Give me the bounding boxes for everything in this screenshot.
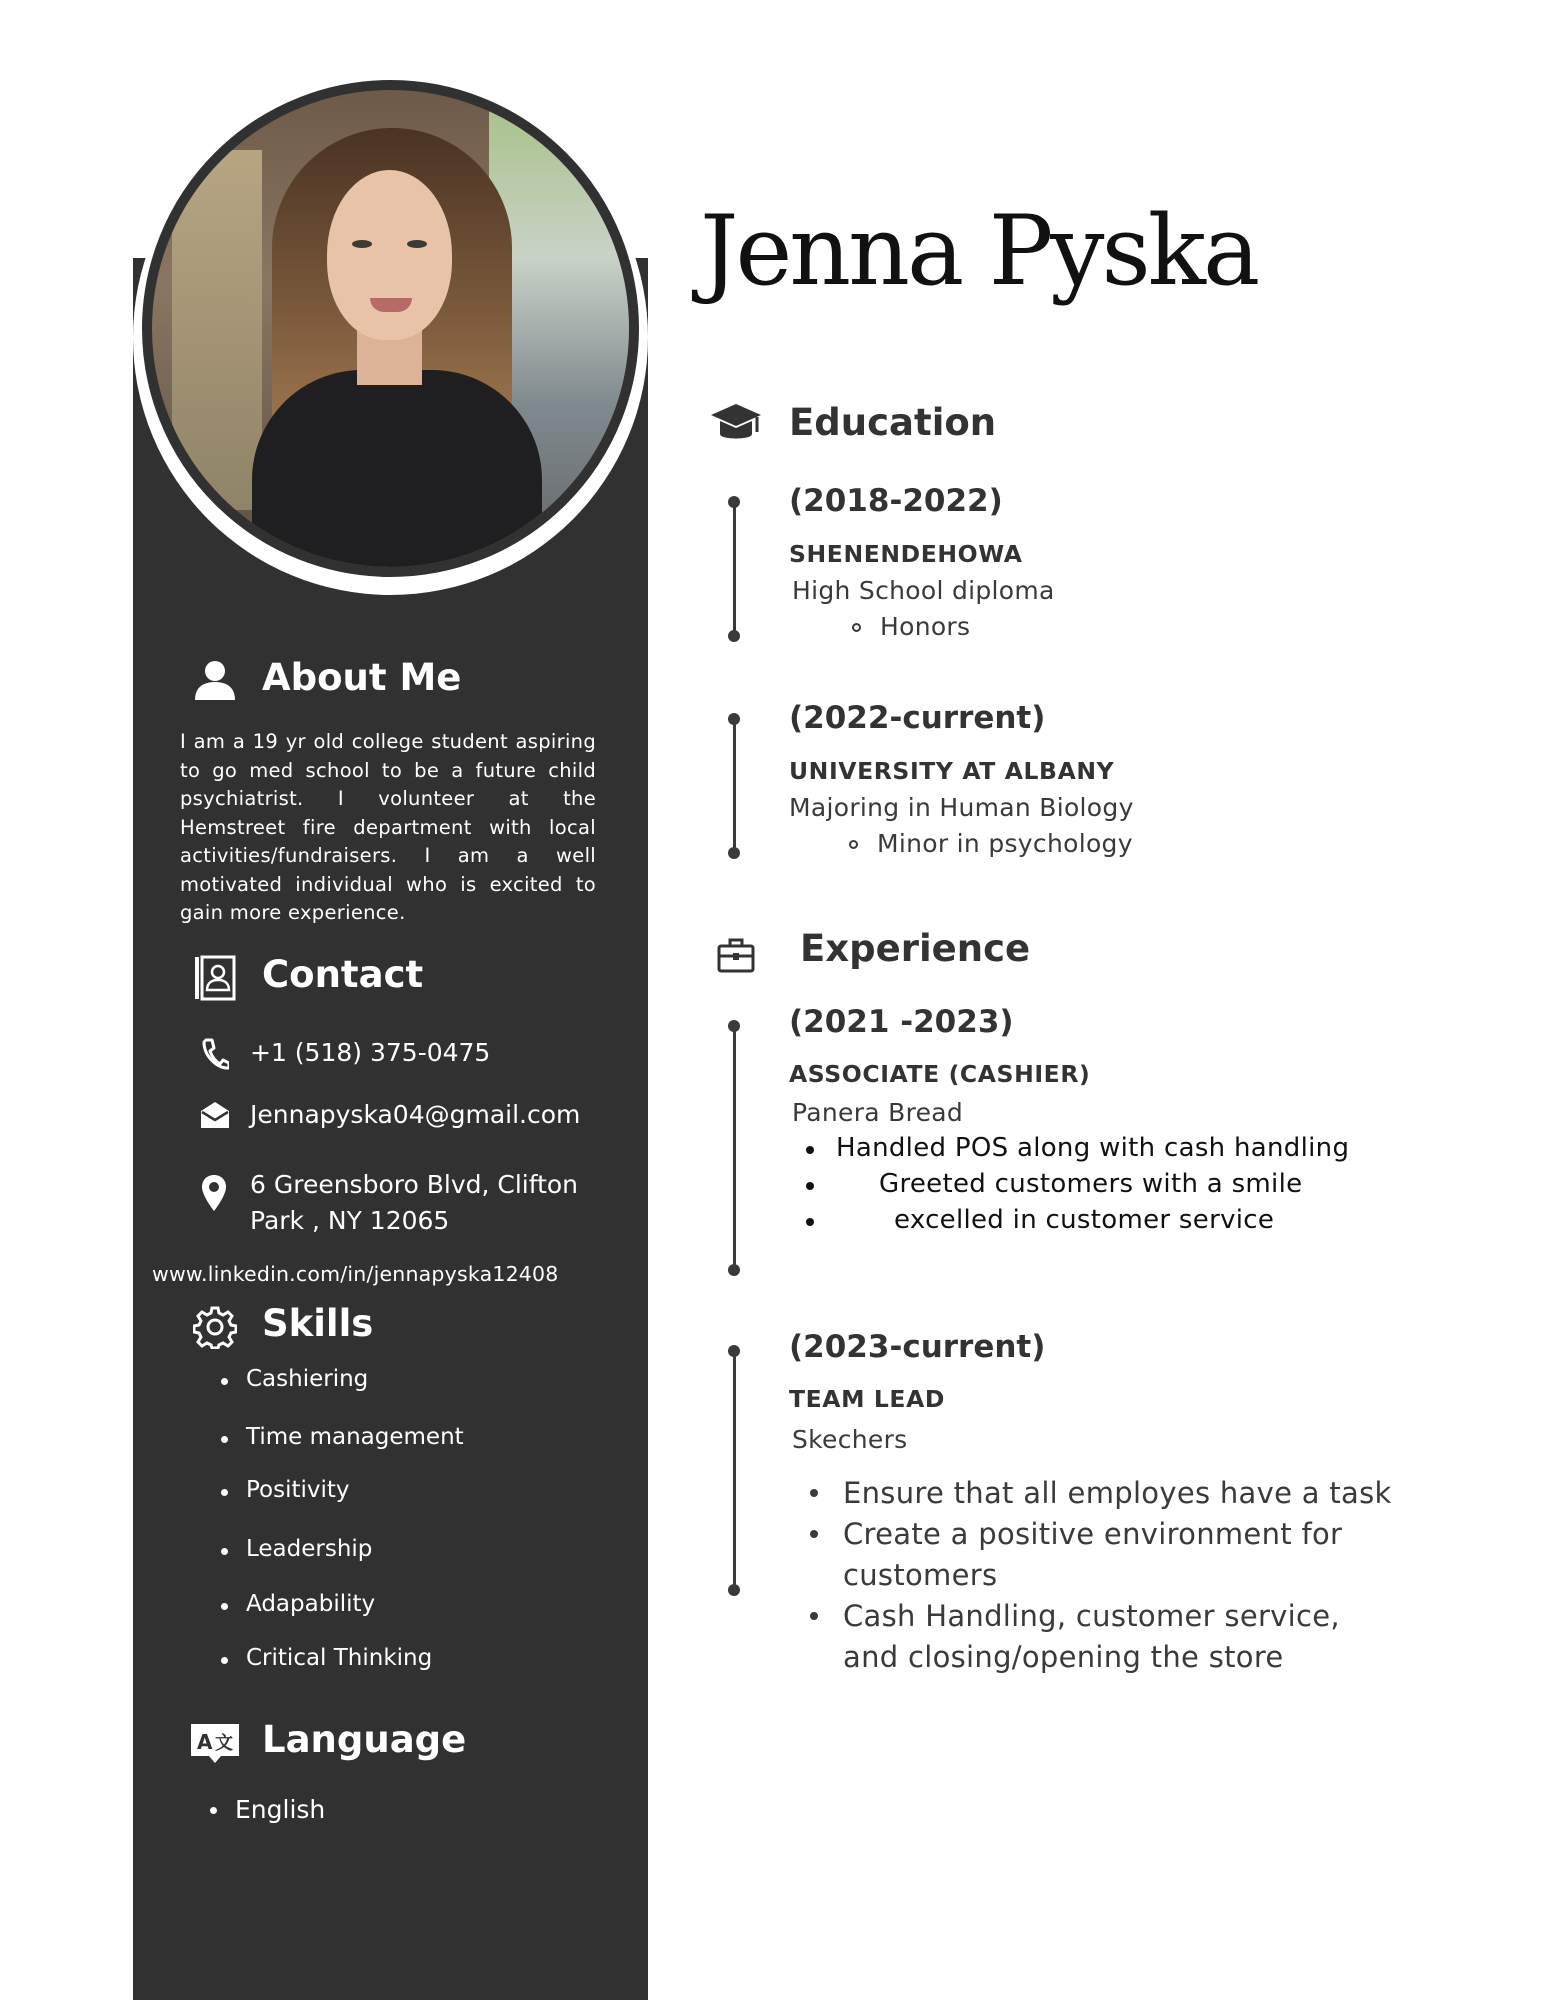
photo-background-left xyxy=(172,150,262,510)
envelope-icon xyxy=(200,1101,230,1129)
skills-heading: Skills xyxy=(262,1302,374,1345)
skill-item: Time management xyxy=(246,1424,464,1450)
education-period: (2018-2022) xyxy=(789,483,1003,519)
photo-shirt xyxy=(252,370,542,577)
education-school: UNIVERSITY AT ALBANY xyxy=(789,757,1115,785)
gear-icon xyxy=(193,1305,237,1349)
experience-period: (2023-current) xyxy=(789,1329,1046,1365)
contact-address-line2: Park , NY 12065 xyxy=(250,1206,450,1235)
about-heading: About Me xyxy=(262,656,462,699)
language-item: English xyxy=(235,1795,326,1824)
location-pin-icon xyxy=(201,1174,227,1212)
contact-book-icon xyxy=(193,955,237,1001)
education-school: SHENENDEHOWA xyxy=(789,540,1023,568)
education-heading: Education xyxy=(789,401,997,444)
language-heading: Language xyxy=(262,1718,467,1761)
skill-item: Positivity xyxy=(246,1477,350,1503)
photo-eye xyxy=(407,240,427,248)
experience-company: Panera Bread xyxy=(792,1098,964,1127)
svg-text:A: A xyxy=(197,1730,213,1754)
experience-timeline-1 xyxy=(731,1020,737,1276)
education-sub-item: Minor in psychology xyxy=(877,829,1133,858)
experience-company: Skechers xyxy=(792,1425,908,1454)
candidate-name: Jenna Pyska xyxy=(700,195,1258,307)
skill-item: Leadership xyxy=(246,1536,373,1562)
translate-icon xyxy=(189,1722,241,1764)
photo-face xyxy=(327,170,452,340)
experience-heading: Experience xyxy=(800,927,1031,970)
education-detail: High School diploma xyxy=(792,576,1055,605)
contact-address-line1: 6 Greensboro Blvd, Clifton xyxy=(250,1170,579,1199)
photo-eye xyxy=(352,240,372,248)
graduation-cap-icon xyxy=(710,402,762,446)
experience-timeline-2 xyxy=(731,1345,737,1596)
contact-linkedin[interactable]: www.linkedin.com/in/jennapyska12408 xyxy=(152,1262,559,1286)
education-timeline-2 xyxy=(731,713,737,859)
experience-period: (2021 -2023) xyxy=(789,1004,1014,1040)
education-detail: Majoring in Human Biology xyxy=(789,793,1134,822)
profile-photo xyxy=(142,80,639,577)
education-period: (2022-current) xyxy=(789,700,1046,736)
user-icon xyxy=(193,658,237,702)
skill-item: Critical Thinking xyxy=(246,1645,433,1671)
contact-email[interactable]: Jennapyska04@gmail.com xyxy=(250,1100,581,1129)
svg-text:文: 文 xyxy=(215,1733,233,1754)
briefcase-icon xyxy=(717,937,755,973)
experience-role: TEAM LEAD xyxy=(789,1385,945,1413)
experience-role: ASSOCIATE (CASHIER) xyxy=(789,1060,1091,1088)
contact-heading: Contact xyxy=(262,953,424,996)
education-timeline-1 xyxy=(731,496,737,642)
phone-icon xyxy=(201,1038,229,1070)
education-sub-item: Honors xyxy=(880,612,971,641)
skill-item: Adapability xyxy=(246,1591,376,1617)
about-text: I am a 19 yr old college student aspiring to go med school to be a future child psychiatrist. I volunteer at the Hemstreet fire department with local activities/fundraisers. I am a well motivated individual who is excited to gain more experience. xyxy=(180,730,596,924)
contact-phone[interactable]: +1 (518) 375-0475 xyxy=(250,1038,491,1067)
skill-item: Cashiering xyxy=(246,1366,369,1392)
